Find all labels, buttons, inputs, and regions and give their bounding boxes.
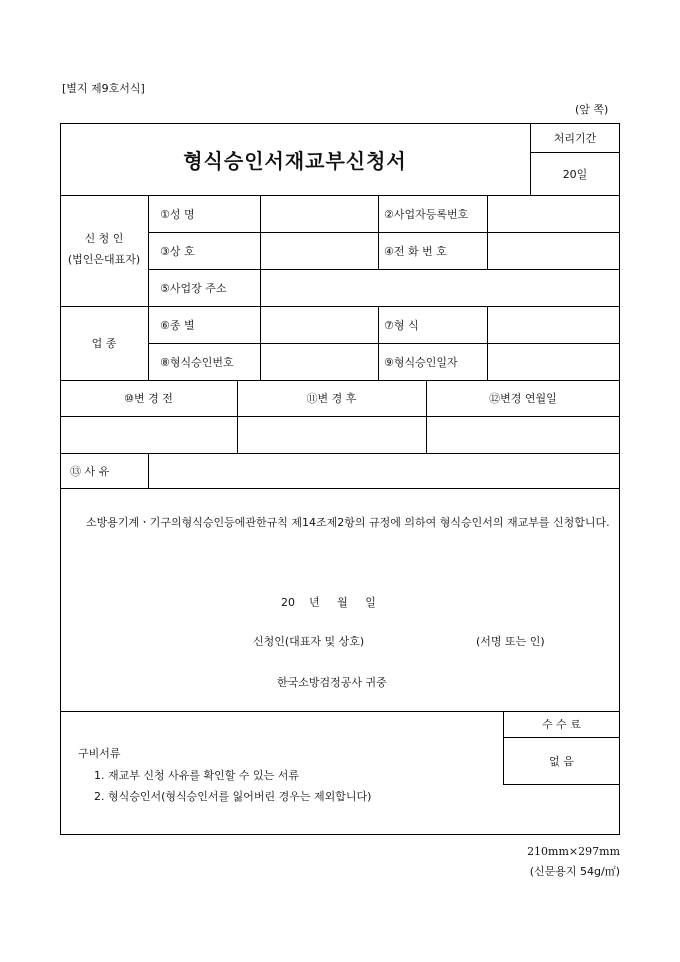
documents-label: 구비서류	[78, 747, 121, 760]
business-registration-label: ②사업자등록번호	[384, 207, 469, 221]
statement-body: 소방용기계ㆍ기구의형식승인등에관한규칙 제14조제2항의 규정에 의하여 형식승인서의 재교부를 신청합니다.	[86, 516, 610, 529]
paper-size: 210mm×297mm	[527, 845, 620, 858]
reason-field[interactable]	[149, 454, 619, 487]
phone-label: ④전 화 번 호	[384, 244, 447, 258]
before-change-label: ⑩변 경 전	[124, 392, 173, 405]
processing-period-label: 처리기간	[553, 131, 597, 145]
approval-number-label: ⑧형식승인번호	[160, 355, 234, 369]
trade-name-label: ③상 호	[160, 244, 195, 258]
documents-item-1: 1. 재교부 신청 사유를 확인할 수 있는 서류	[94, 769, 299, 782]
business-registration-field[interactable]	[488, 196, 619, 231]
form-title: 형식승인서재교부신청서	[183, 148, 407, 173]
name-label: ①성 명	[160, 207, 195, 221]
applicant-group-label: 신 청 인	[84, 232, 124, 245]
phone-field[interactable]	[488, 233, 619, 268]
kind-field[interactable]	[261, 307, 377, 342]
business-group-label: 업 종	[91, 337, 117, 350]
processing-period-value: 20일	[562, 168, 588, 181]
after-change-field[interactable]	[238, 417, 425, 452]
change-date-field[interactable]	[427, 417, 619, 452]
applicant-group-sub: (법인은대표자)	[67, 253, 141, 266]
documents-item-2: 2. 형식승인서(형식승인서를 잃어버린 경우는 제외합니다)	[94, 790, 372, 803]
approval-date-label: ⑨형식승인일자	[384, 355, 458, 369]
address-label: ⑤사업장 주소	[160, 281, 227, 295]
change-date-label: ⑫변경 연월일	[489, 392, 557, 405]
before-change-field[interactable]	[61, 417, 236, 452]
page-side-label: (앞 쪽)	[575, 103, 609, 116]
trade-name-field[interactable]	[261, 233, 377, 268]
model-label: ⑦형 식	[384, 318, 419, 332]
name-field[interactable]	[261, 196, 377, 231]
form-number: [별지 제9호서식]	[62, 82, 145, 95]
statement-recipient: 한국소방검정공사 귀중	[277, 676, 387, 689]
approval-number-field[interactable]	[261, 344, 377, 379]
statement-applicant: 신청인(대표자 및 상호)	[253, 635, 365, 648]
fee-label: 수 수 료	[542, 718, 581, 731]
fee-value: 없 음	[549, 754, 574, 768]
paper-type: (신문용지 54g/㎡)	[529, 865, 620, 878]
reason-label: ⑬ 사 유	[70, 464, 110, 478]
approval-date-field[interactable]	[488, 344, 619, 379]
model-field[interactable]	[488, 307, 619, 342]
after-change-label: ⑪변 경 후	[306, 392, 357, 405]
address-field[interactable]	[261, 270, 619, 305]
statement-date: 20 년 월 일	[281, 596, 376, 609]
kind-label: ⑥종 별	[160, 318, 195, 332]
statement-signature: (서명 또는 인)	[476, 635, 545, 648]
